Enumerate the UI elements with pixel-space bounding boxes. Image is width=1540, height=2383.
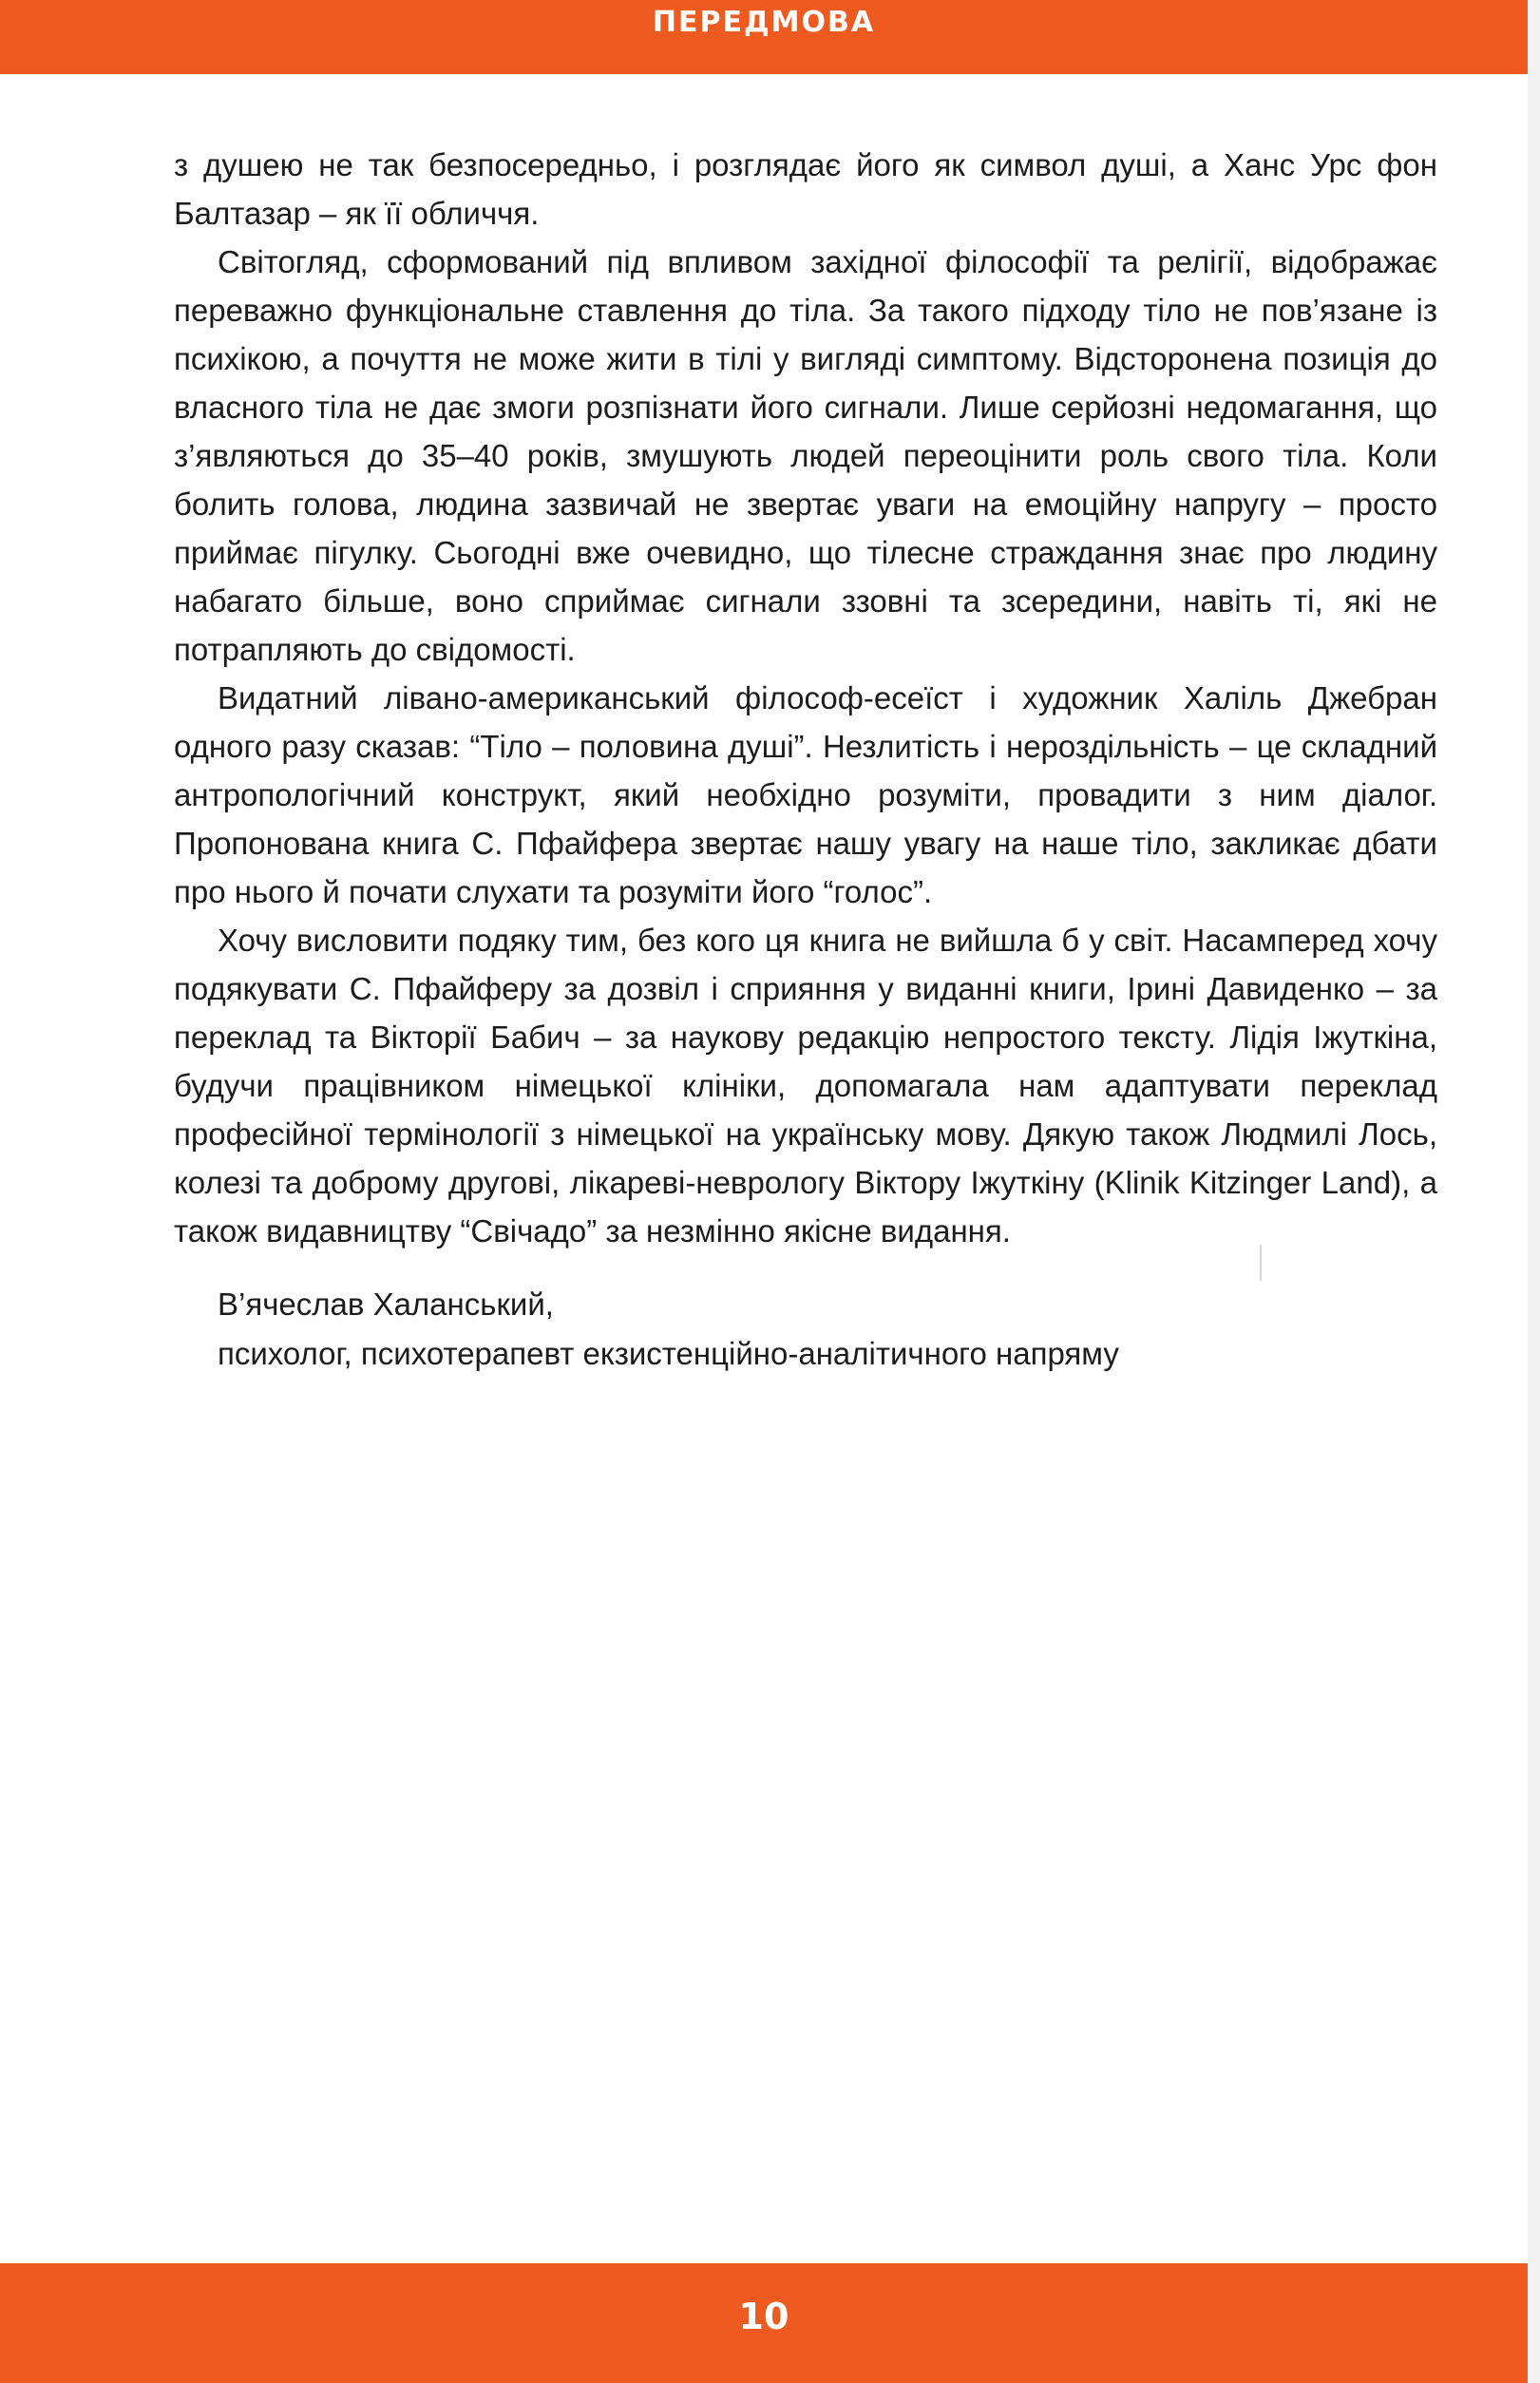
page-number: 10	[738, 2296, 789, 2337]
section-title: ПЕРЕДМОВА	[652, 6, 876, 39]
paragraph-continuation: з душею не так безпосередньо, і розглядає його як символ душі, а Ханс Урс фон Балтазар – як її обличчя.	[174, 147, 1437, 231]
author-role: психолог, психотерапевт екзистенційно-аналітичного напряму	[218, 1336, 1119, 1371]
signature-block	[218, 1280, 1358, 1379]
paragraph: Світогляд, сформований під впливом західної філософії та релігії, відображає переважно функціональне ставлення до тіла. За такого підходу тіло не пов’язане із психікою, а почуття не може жити в тілі у вигляді симптому. Відсторонена позиція до власного тіла не дає змоги розпізнати його сигнали. Лише серйозні недомагання, що з’являються до 35–40 років, змушують людей переоцінити роль свого тіла. Коли болить голова, людина зазвичай не звертає уваги на емоційну напругу – просто приймає пігулку. Сьогодні вже очевидно, що тілесне страждання знає про людину набагато більше, воно сприймає сигнали ззовні та зсередини, навіть ті, які не потрапляють до свідомості.	[174, 244, 1437, 667]
scan-artifact	[1260, 1245, 1262, 1281]
author-name: В’ячеслав Халанський,	[218, 1287, 554, 1322]
header-band	[0, 0, 1528, 74]
scan-edge	[1528, 0, 1540, 2383]
paragraph: Видатний лівано-американський філософ-есеїст і художник Халіль Джебран одного разу сказав: “Тіло – половина душі”. Незлитість і нероздільність – це складний антропологічний конструкт, який необхідно розуміти, провадити з ним діалог. Пропонована книга С. Пфайфера звертає нашу увагу на наше тіло, закликає дбати про нього й почати слухати та розуміти його “голос”.	[174, 680, 1437, 909]
paragraph: Хочу висловити подяку тим, без кого ця книга не вийшла б у світ. Насамперед хочу подякувати С. Пфайферу за дозвіл і сприяння у виданні книги, Ірині Давиденко – за переклад та Вікторії Бабич – за наукову редакцію непростого тексту. Лідія Іжуткіна, будучи працівником німецької клініки, допомагала нам адаптувати переклад професійної термінології з німецької на українську мову. Дякую також Людмилі Лось, колезі та доброму другові, лікареві-неврологу Віктору Іжуткіну (Klinik Kitzinger Land), а також видавництву “Свічадо” за незмінно якісне видання.	[174, 923, 1437, 1249]
footer-band	[0, 2263, 1528, 2383]
body-text	[174, 141, 1437, 1255]
